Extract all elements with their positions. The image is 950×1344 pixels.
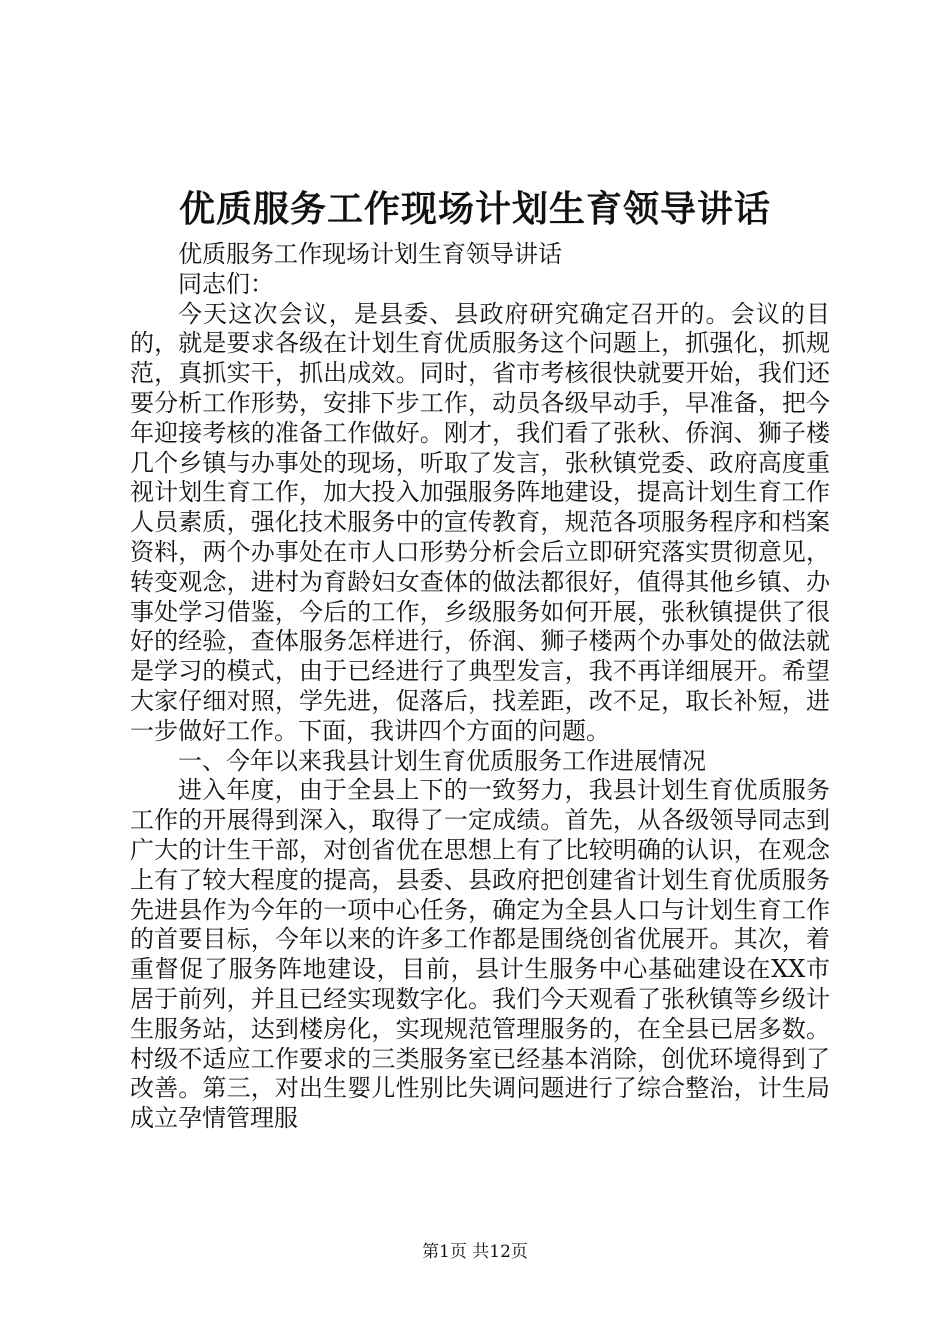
paragraph-salutation: 同志们： [178,269,274,298]
section-heading-1: 一、今年以来我县计划生育优质服务工作进展情况 [178,746,706,775]
paragraph-intro: 今天这次会议，是县委、县政府研究确定召开的。会议的目的，就是要求各级在计划生育优质服务这个问题上，抓强化，抓规范，真抓实干，抓出成效。同时，省市考核很快就要开始，我们还要分析工作形势，安排下步工作，动员各级早动手，早准备，把今年迎接考核的准备工作做好。刚才，我们看了张秋、侨润、狮子楼几个乡镇与办事处的现场，听取了发言，张秋镇党委、政府高度重视计划生育工作，加大投入加强服务阵地建设，提高计划生育工作人员素质，强化技术服务中的宣传教育，规范各项服务程序和档案资料，两个办事处在市人口形势分析会后立即研究落实贯彻意见，转变观念，进村为育龄妇女查体的做法都很好，值得其他乡镇、办事处学习借鉴，今后的工作，乡级服务如何开展，张秋镇提供了很好的经验，查体服务怎样进行，侨润、狮子楼两个办事处的做法就是学习的模式，由于已经进行了典型发言，我不再详细展开。希望大家仔细对照，学先进，促落后，找差距，改不足，取长补短，进一步做好工作。下面，我讲四个方面的问题。 [130,299,830,745]
document-body [130,240,830,1134]
document-title: 优质服务工作现场计划生育领导讲话 [178,188,771,230]
paragraph-subtitle: 优质服务工作现场计划生育领导讲话 [178,240,562,268]
paragraph-progress: 进入年度，由于全县上下的一致努力，我县计划生育优质服务工作的开展得到深入，取得了一定成绩。首先，从各级领导同志到广大的计生干部，对创省优在思想上有了比较明确的认识，在观念上有了较大程度的提高，县委、县政府把创建省计划生育优质服务先进县作为今年的一项中心任务，确定为全县人口与计划生育工作的首要目标，今年以来的许多工作都是围绕创省优展开。其次，着重督促了服务阵地建设，目前，县计生服务中心基础建设在XX市居于前列，并且已经实现数字化。我们今天观看了张秋镇等乡级计生服务站，达到楼房化，实现规范管理服务的，在全县已居多数。村级不适应工作要求的三类服务室已经基本消除，创优环境得到了改善。第三，对出生婴儿性别比失调问题进行了综合整治，计生局成立孕情管理服 [130,776,830,1133]
page-number-footer: 第1页 共12页 [422,1242,528,1262]
